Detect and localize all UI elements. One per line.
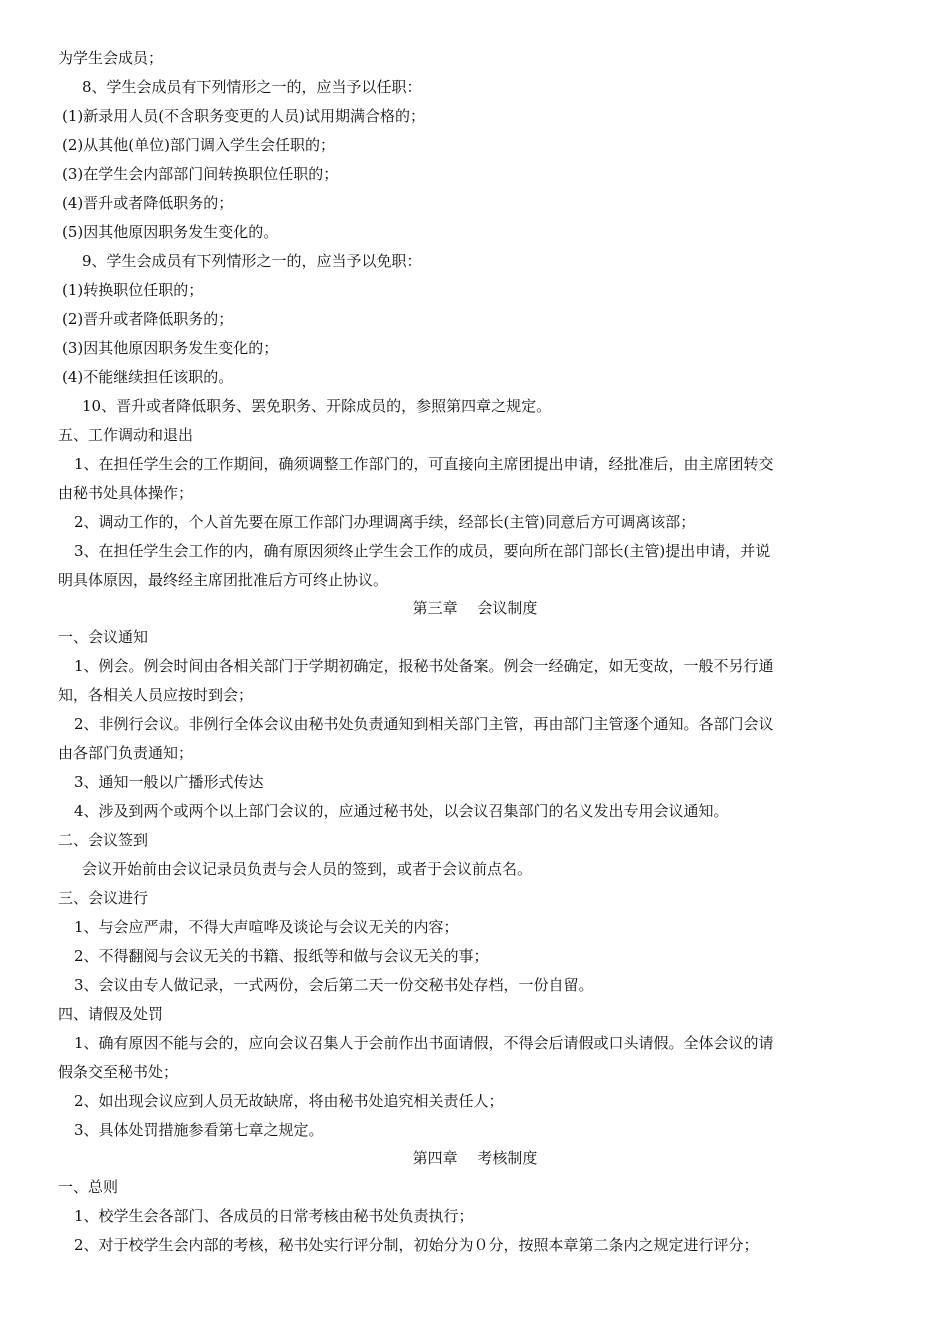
text-line: 3、通知一般以广播形式传达 [74,773,264,791]
text-line: 1、在担任学生会的工作期间，确须调整工作部门的，可直接向主席团提出申请，经批准后，由主席团转交 [74,455,774,473]
text-line: 8、学生会成员有下列情形之一的，应当予以任职： [82,78,422,96]
text-line: 9、学生会成员有下列情形之一的，应当予以免职： [82,252,422,270]
text-line: (4)晋升或者降低职务的； [62,194,234,212]
text-line: (1)新录用人员(不含职务变更的人员)试用期满合格的； [62,107,425,125]
text-line: 知，各相关人员应按时到会； [58,686,254,704]
section-heading: 一、会议通知 [58,628,149,646]
section-heading: 一、总则 [58,1178,119,1196]
text-line: 1、例会。例会时间由各相关部门于学期初确定，报秘书处备案。例会一经确定，如无变故，一般不另行通 [74,657,774,675]
text-line: (2)从其他(单位)部门调入学生会任职的； [62,136,335,154]
text-line: 明具体原因，最终经主席团批准后方可终止协议。 [58,571,389,589]
text-line: 假条交至秘书处； [58,1063,179,1081]
text-line: 3、具体处罚措施参看第七章之规定。 [74,1121,324,1139]
text-line: (4)不能继续担任该职的。 [62,368,234,386]
text-line: 2、对于校学生会内部的考核，秘书处实行评分制，初始分为０分，按照本章第二条内之规定进行评分； [74,1236,759,1254]
text-line: 3、在担任学生会工作的内，确有原因须终止学生会工作的成员，要向所在部门部长(主管)提出申请，并说 [74,542,771,560]
text-line: 2、非例行会议。非例行全体会议由秘书处负责通知到相关部门主管，再由部门主管逐个通知。各部门会议 [74,715,774,733]
text-line: 由各部门负责通知； [58,744,194,762]
text-line: (2)晋升或者降低职务的； [62,310,234,328]
text-line: 为学生会成员； [58,49,164,67]
text-line: 2、如出现会议应到人员无故缺席，将由秘书处追究相关责任人； [74,1092,504,1110]
section-heading: 五、工作调动和退出 [58,426,194,444]
chapter-title: 第三章 会议制度 [412,599,538,617]
text-line: (3)因其他原因职务发生变化的； [62,339,279,357]
text-line: (1)转换职位任职的； [62,281,204,299]
text-line: 2、调动工作的，个人首先要在原工作部门办理调离手续，经部长(主管)同意后方可调离该部； [74,513,696,531]
text-line: 10、晋升或者降低职务、罢免职务、开除成员的，参照第四章之规定。 [82,397,552,415]
text-line: 1、确有原因不能与会的，应向会议召集人于会前作出书面请假，不得会后请假或口头请假。全体会议的请 [74,1034,774,1052]
text-line: 1、校学生会各部门、各成员的日常考核由秘书处负责执行； [74,1207,474,1225]
text-line: 3、会议由专人做记录，一式两份，会后第二天一份交秘书处存档，一份自留。 [74,976,594,994]
text-line: (5)因其他原因职务发生变化的。 [62,223,279,241]
text-line: 2、不得翻阅与会议无关的书籍、报纸等和做与会议无关的事； [74,947,489,965]
text-line: (3)在学生会内部部门间转换职位任职的； [62,165,339,183]
section-heading: 四、请假及处罚 [58,1005,164,1023]
text-line: 4、涉及到两个或两个以上部门会议的，应通过秘书处，以会议召集部门的名义发出专用会议通知。 [74,802,729,820]
text-line: 1、与会应严肃，不得大声喧哗及谈论与会议无关的内容； [74,918,459,936]
section-heading: 二、会议签到 [58,831,149,849]
text-line: 会议开始前由会议记录员负责与会人员的签到，或者于会议前点名。 [82,860,533,878]
section-heading: 三、会议进行 [58,889,149,907]
chapter-title: 第四章 考核制度 [412,1149,538,1167]
text-line: 由秘书处具体操作； [58,484,194,502]
